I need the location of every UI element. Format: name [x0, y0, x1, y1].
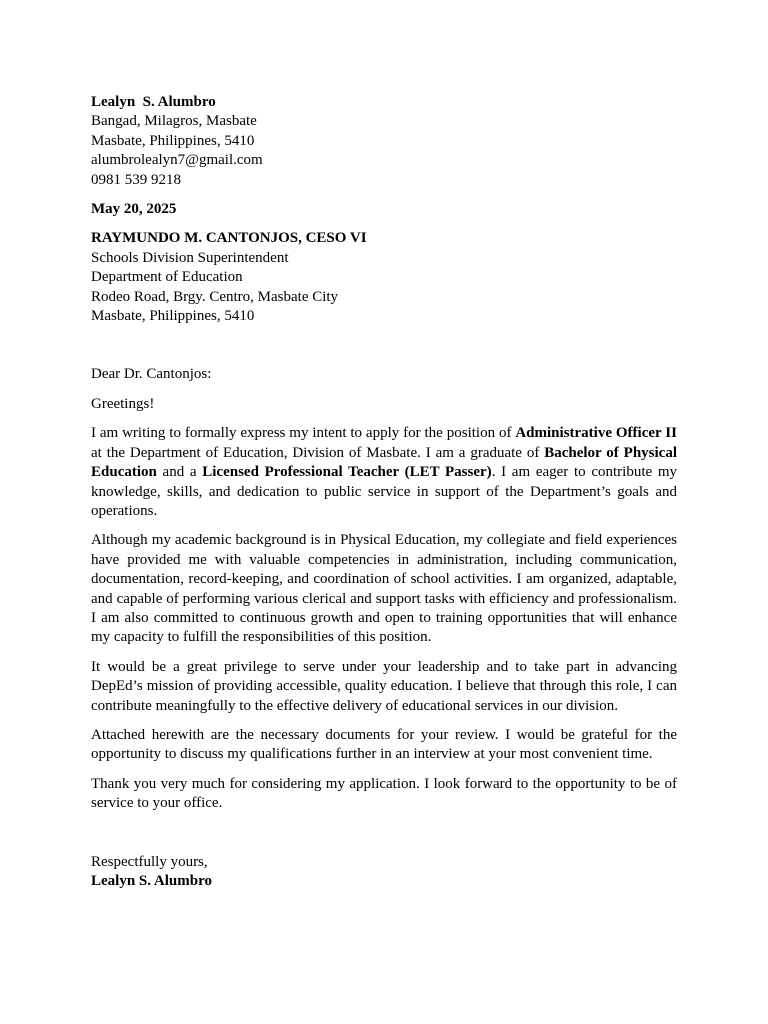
letter-date: May 20, 2025	[91, 201, 177, 218]
degree-title: Bachelor of Physical Education	[91, 444, 677, 481]
recipient-address-line-2: Masbate, Philippines, 5410	[91, 308, 255, 325]
closing-spacer	[91, 824, 677, 853]
sender-email: alumbrolealyn7@gmail.com	[91, 152, 263, 169]
salutation-block	[91, 365, 677, 384]
salutation: Dear Dr. Cantonjos:	[91, 366, 212, 383]
paragraph-thanks: Thank you very much for considering my application. I look forward to the opportunity to be of service to your office.	[91, 775, 677, 812]
letter-body	[91, 93, 677, 891]
paragraph-intro	[91, 424, 677, 521]
paragraph-intro-text-1: I am writing to formally express my intent to apply for the position of	[91, 425, 516, 442]
paragraph-privilege: It would be a great privilege to serve under your leadership and to take part in advancing DepEd’s mission of providing accessible, quality education. I believe that through this role, I can contribute meaningfully to the effective delivery of educational services in our division.	[91, 658, 677, 714]
valediction: Respectfully yours,	[91, 853, 208, 870]
sender-phone: 0981 539 9218	[91, 171, 181, 188]
recipient-department: Department of Education	[91, 269, 243, 286]
recipient-name: RAYMUNDO M. CANTONJOS, CESO VI	[91, 230, 367, 247]
recipient-block	[91, 229, 677, 326]
recipient-title: Schools Division Superintendent	[91, 249, 289, 266]
sender-address-line-1: Bangad, Milagros, Masbate	[91, 113, 257, 130]
sender-name: Lealyn S. Alumbro	[91, 94, 216, 110]
letter-date-block	[91, 200, 677, 219]
license-title: Licensed Professional Teacher (LET Passer)	[202, 464, 492, 481]
position-title: Administrative Officer II	[515, 425, 677, 442]
sender-address-line-2: Masbate, Philippines, 5410	[91, 132, 255, 149]
paragraph-intro-text-3: and a	[156, 464, 203, 481]
paragraph-intro-text-4: . I am eager to contribute my knowledge, skills, and dedication to public service in support of the Department’s goals and operations.	[91, 464, 678, 519]
greeting: Greetings!	[91, 395, 155, 412]
greeting-block	[91, 395, 677, 414]
recipient-address-line-1: Rodeo Road, Brgy. Centro, Masbate City	[91, 288, 339, 305]
paragraph-intro-text-2: at the Department of Education, Division of Masbate. I am a graduate of	[91, 444, 545, 461]
closing-block	[91, 853, 677, 892]
paragraph-attachments: Attached herewith are the necessary documents for your review. I would be grateful for the opportunity to discuss my qualifications further in an interview at your most convenient time.	[91, 726, 677, 763]
paragraph-competencies: Although my academic background is in Physical Education, my collegiate and field experiences have provided me with valuable competencies in administration, including communication, documentation, record-keeping, and coordination of school activities. I am organized, adaptable, and capable of performing various clerical and support tasks with efficiency and professionalism. I am also committed to continuous growth and open to training opportunities that will enhance my capacity to fulfill the responsibilities of this position.	[91, 532, 677, 646]
signature-name: Lealyn S. Alumbro	[91, 873, 213, 889]
sender-block	[91, 93, 677, 190]
